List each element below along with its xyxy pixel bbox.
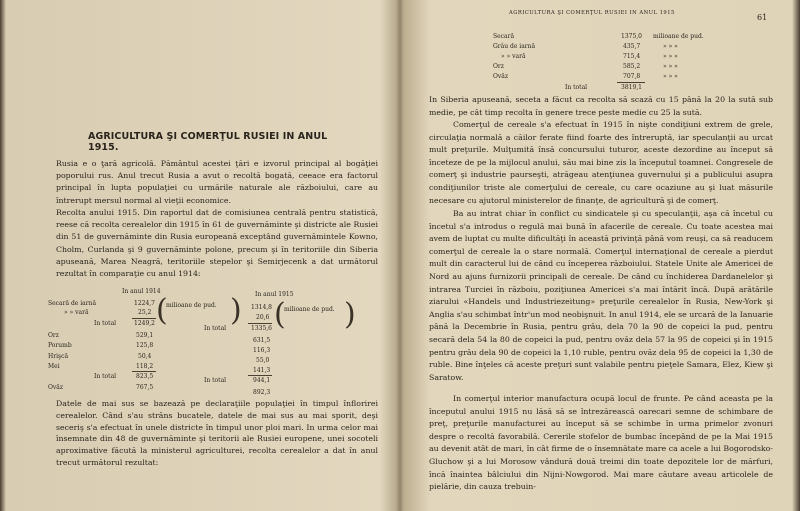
- value-1914: 823,5: [136, 373, 154, 380]
- article-title: AGRICULTURA ŞI COMERŢUL RUSIEI IN ANUL 1915.: [88, 131, 328, 153]
- sum-rule: [132, 318, 156, 319]
- value: 585,2: [623, 63, 641, 70]
- unit-label-1914: milioane de pud.: [166, 302, 217, 309]
- ditto-mark: » » »: [663, 53, 678, 60]
- unit-label-1915: milioane de pud.: [284, 306, 335, 313]
- intro-paragraph: Rusia e o ţară agricolă. Pământul acestei ţări e izvorul principal al bogăţiei poporului rus. Anul trecut Rusia a avut o recoltă bogată, ceeace era factorul principal în lupta populaţiei cu urmările naturale ale războiului, care au întrerupt mersul normal al vieţii economice.: [56, 159, 378, 205]
- row-label: Secară de iarnă: [48, 300, 97, 307]
- brace: ): [230, 293, 242, 328]
- ditto-mark: » » »: [663, 63, 678, 70]
- row-label: Porumb: [48, 342, 72, 349]
- value-1915: 631,5: [253, 337, 271, 344]
- value-1915: 116,3: [253, 347, 271, 354]
- row-label-1915: In total: [204, 325, 227, 332]
- row-label: In total: [94, 373, 117, 380]
- running-header: AGRICULTURA ŞI COMERŢUL RUSIEI IN ANUL 1915: [509, 10, 675, 16]
- row-label: Grâu de iarnă: [493, 43, 536, 50]
- row-label: In total: [94, 320, 117, 327]
- commerce-paragraph: Comerţul de cereale s'a efectuat în 1915 în nişte condiţiuni extrem de grele, circulaţia normală a căilor ferate fiind foarte des întreruptă, iar speculanţii au urcat mult preţurile. Mulţumită însă concursului tuturor, aceste dezordine au început să înceteze de pe la mijlocul anului, său mai bine zis la începutul toamnei. Congresele de comerţ şi industrie paurseşti, atrăgeau atenţiunea guvernului şi a publicului asupra condiţiunilor triste ale comerţului de cereale, cu care ocaziune au şi luat măsurile necesare cu ajutorul ministerelor de finanţe, de agricultură şi de comerţ.: [429, 120, 773, 205]
- interior-commerce-paragraph: In comerţul interior manufactura ocupă locul de frunte. Pe când aceasta pe la începutul anului 1915 nu lăsă să se întrezărească oarecari semne de schimbare de preţ, preţurile manufacturei au început să se schimbe în urma primelor zvonuri despre o recoltă favorabilă. Cererile stofelor de bumbac începând de pe la Mai 1915 au devenit atât de mari, în cât firme de o însemnătate mare ca acele a lui Bogorodsko-Gluchow şi a lui Morosow vândură două treimi din toate depozitele lor de mărfuri, încă înaintea bâlciului din Nijni-Nowgorod. Mai mare căutare aveau articolele de pielărie, din cauza trebuin-: [429, 394, 773, 492]
- row-label: Orz: [48, 332, 59, 339]
- value-1915: 1335,6: [251, 325, 272, 332]
- value-1914: 1224,7: [134, 300, 155, 307]
- value-1914: 767,5: [136, 384, 154, 391]
- row-label: Orz: [493, 63, 504, 70]
- value-1914: 1249,2: [134, 320, 155, 327]
- ditto-mark: » » »: [663, 43, 678, 50]
- row-label: » » vară: [501, 53, 526, 60]
- brace: ): [344, 297, 356, 332]
- sum-rule: [248, 375, 272, 376]
- left-page: [8, 0, 392, 511]
- row-label: Hrişcă: [48, 353, 69, 360]
- value: 715,4: [623, 53, 641, 60]
- sum-rule: [617, 82, 645, 83]
- sum-rule: [132, 371, 156, 372]
- unit-label: milioane de pud.: [653, 33, 704, 40]
- value: 707,8: [623, 73, 641, 80]
- value: 3819,1: [621, 84, 642, 91]
- row-label: » » vară: [64, 309, 89, 316]
- row-label: Mei: [48, 363, 60, 370]
- value: 1375,0: [621, 33, 642, 40]
- value-1914: 25,2: [138, 309, 152, 316]
- conflict-paragraph: Ba au intrat chiar în conflict cu sindicatele şi cu speculanţii, aşa că încetul cu încetul s'a introdus o regulă mai bună în afacerile de cereale. Cu toate acestea mai avem de luptat cu multe dificultăţi în această privinţă până vom reuşi, ca să readucem comerţul de cereale la o stare normală. Comerţul internaţional de cereale a pierdut mult din caracterul lui de când cu începerea războiului. Statele Unite ale Americei de Nord au ajuns furnizorii principali de cereale. De când cu închiderea Dardanelelor şi intrarea Turciei în războiu, poziţiunea Americei s'a mai întărit încă. După arătările ziarului «Handels und Industriezeitung» preţurile cerealelor în Rusia, New-York şi Anglia s'au schimbat într'un mod neobişnuit. In anul 1914, ele se urcară de la Ianuarie până la Decembrie în Rusia, pentru grâu, dela 70 la 90 de copeici la pud, pentru secară dela 54 la 80 de copeici la pud, pentru ovăz dela 57 la 95 de copeici şi în 1915 pentru grâu dela 90 de copeici la 1,10 ruble, pentru ovăz dela 95 de copeici la 1,30 de ruble. Bine înţeles că aceste preţuri sunt valabile pentru pieţele Samara, Elez, Kiew şi Saratow.: [429, 209, 773, 382]
- col-header-1914: In anul 1914: [122, 288, 161, 295]
- page-number: 61: [757, 13, 768, 22]
- ditto-mark: » » »: [663, 73, 678, 80]
- row-label: Secară: [493, 33, 515, 40]
- value-1915: 944,1: [253, 377, 271, 384]
- row-label: Ovăz: [48, 384, 64, 391]
- value: 435,7: [623, 43, 641, 50]
- brace: (: [274, 297, 286, 332]
- value-1915: 55,0: [256, 357, 270, 364]
- row-label-1915: In total: [204, 377, 227, 384]
- value-1914: 529,1: [136, 332, 154, 339]
- recolta-paragraph: Recolta anului 1915. Din raportul dat de comisiunea centrală pentru statistică, reese că recolta cerealelor din 1915 în 61 de guvernăminte şi districte ale Rusiei din 51 de guvernăminte din Rusia europeană exceptând guvernămintele Kowno, Cholm, Curlanda şi 9 guvernăminte polone, precum şi în teritoriile din Siberia apuseană, Marea Neagră, teritoriile stepelor şi Semirjecenk a dat următorul rezultat în comparaţie cu anul 1914:: [56, 208, 378, 279]
- value-1915: 892,3: [253, 389, 271, 396]
- value-1914: 125,8: [136, 342, 154, 349]
- value-1915: 20,6: [256, 314, 270, 321]
- value-1914: 50,4: [138, 353, 152, 360]
- siberia-paragraph: In Siberia apuseană, seceta a făcut ca recolta să scază cu 15 până la 20 la sută sub medie, pe cât timp recolta în genere trece peste medie cu 25 la sută.: [429, 95, 773, 117]
- row-label: Ovăz: [493, 73, 509, 80]
- value-1914: 118,2: [136, 363, 154, 370]
- closing-paragraph: Datele de mai sus se bazează pe declaraţiile populaţiei în timpul înflorirei cerealelor. Când s'au strâns bucatele, datele de mai sus au mai sporit, deşi seceriş s'a efectuat în unele districte în timpul unor ploi mari. In urma celor mai însemnate din 48 de guvernăminte şi teritorii ale Rusiei europene, unei socoteli aproximative făcută la ministerul agriculturei, recolta cerealelor a dat în anul trecut următorul rezultat:: [56, 399, 378, 467]
- right-page: [405, 0, 793, 511]
- sum-rule: [248, 323, 272, 324]
- col-header-1915: In anul 1915: [255, 291, 294, 298]
- value-1915: 141,3: [253, 367, 271, 374]
- value-1915: 1314,8: [251, 304, 272, 311]
- row-label: In total: [565, 84, 588, 91]
- brace: (: [156, 293, 168, 328]
